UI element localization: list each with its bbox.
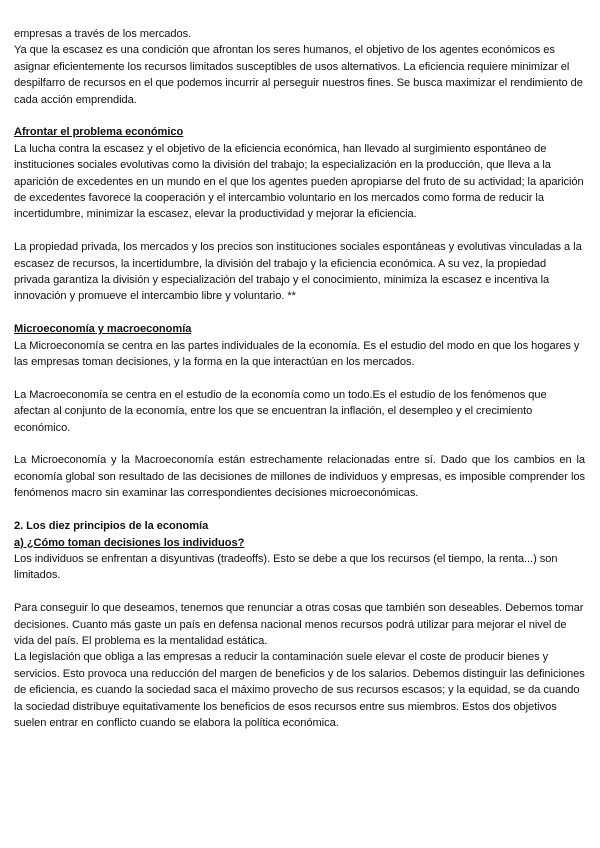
spacer [14,584,585,600]
section-heading-micro-macro: Microeconomía y macroeconomía [14,323,192,336]
principles-paragraph-2: Para conseguir lo que deseamos, tenemos que renunciar a otras cosas que también son deseables. Debemos tomar decisiones. Cuanto más gaste un país en defensa nacional menos recursos podrá utilizar para mejorar el nivel de vida del país. El problema es la mentalidad estática. [14,602,584,647]
spacer [14,436,585,452]
document-page [14,26,585,731]
subheading-individual-decisions: a) ¿Cómo toman decisiones los individuos? [14,536,245,549]
micro-macro-paragraph-3: La Microeconomía y la Macroeconomía están estrechamente relacionadas entre sí. Dado que los cambios en la economía global son resultado de las decisiones de millones de individuos y empresas, es imposible comprender los fenómenos macro sin examinar las correspondientes decisiones microeconómicas. [14,454,585,500]
micro-macro-paragraph-2: La Macroeconomía se centra en el estudio de la economía como un todo.Es el estudio de los fenómenos que afectan al conjunto de la economía, entre los que se encuentran la inflación, el desempleo y el crecimiento económico. [14,388,547,434]
spacer [14,223,585,239]
principles-paragraph-1: Los individuos se enfrentan a disyuntivas (tradeoffs). Esto se debe a que los recursos (el tiempo, la renta...) son limitados. [14,552,558,582]
economic-problem-paragraph-2: La propiedad privada, los mercados y los precios son instituciones sociales espontáneas y evolutivas vinculadas a la escasez de recursos, la incertidumbre, la división del trabajo y la eficiencia económica. A su vez, la propiedad privada garantiza la división y especialización del trabajo y el conocimiento, minimiza la escasez e incentiva la innovación y promueve el intercambio libre y voluntario. ** [14,241,582,303]
spacer [14,108,585,124]
micro-macro-paragraph-1: La Microeconomía se centra en las partes individuales de la economía. Es el estudio del modo en que los hogares y las empresas toman decisiones, y la forma en la que interactúan en los mercados. [14,339,580,369]
intro-paragraph: Ya que la escasez es una condición que afrontan los seres humanos, el objetivo de los agentes económicos es asignar eficientemente los recursos limitados susceptibles de usos alternativos. La eficiencia requiere minimizar el despilfarro de recursos en el que podemos incurrir al perseguir nuestros fines. Se busca maximizar el rendimiento de cada acción emprendida. [14,44,583,106]
principles-paragraph-3: La legislación que obliga a las empresas a reducir la contaminación suele elevar el coste de producir bienes y servicios. Esto provoca una reducción del margen de beneficios y de los salarios. Debemos distinguir las definiciones de eficiencia, es cuando la sociedad saca el máximo provecho de sus recursos escasos; y la equidad, se da cuando la sociedad distribuye equitativamente los beneficios de esos recursos entre sus miembros. Estos dos objetivos suelen entrar en conflicto cuando se elabora la política económica. [14,651,585,729]
intro-continuation-line: empresas a través de los mercados. [14,28,192,40]
spacer [14,502,585,518]
section-heading-ten-principles: 2. Los diez principios de la economía [14,520,209,533]
spacer [14,370,585,386]
section-heading-economic-problem: Afrontar el problema económico [14,126,184,139]
spacer [14,305,585,321]
economic-problem-paragraph-1: La lucha contra la escasez y el objetivo de la eficiencia económica, han llevado al surgimiento espontáneo de instituciones sociales evolutivas como la división del trabajo; la especialización en la producción, que lleva a la aparición de excedentes en un mundo en el que los agentes pueden apropiarse del fruto de su actividad; la aparición de excedentes favorece la cooperación y el intercambio voluntario en los mercados como forma de reducir la incertidumbre, minimizar la escasez, elevar la productividad y mejorar la eficiencia. [14,142,584,221]
